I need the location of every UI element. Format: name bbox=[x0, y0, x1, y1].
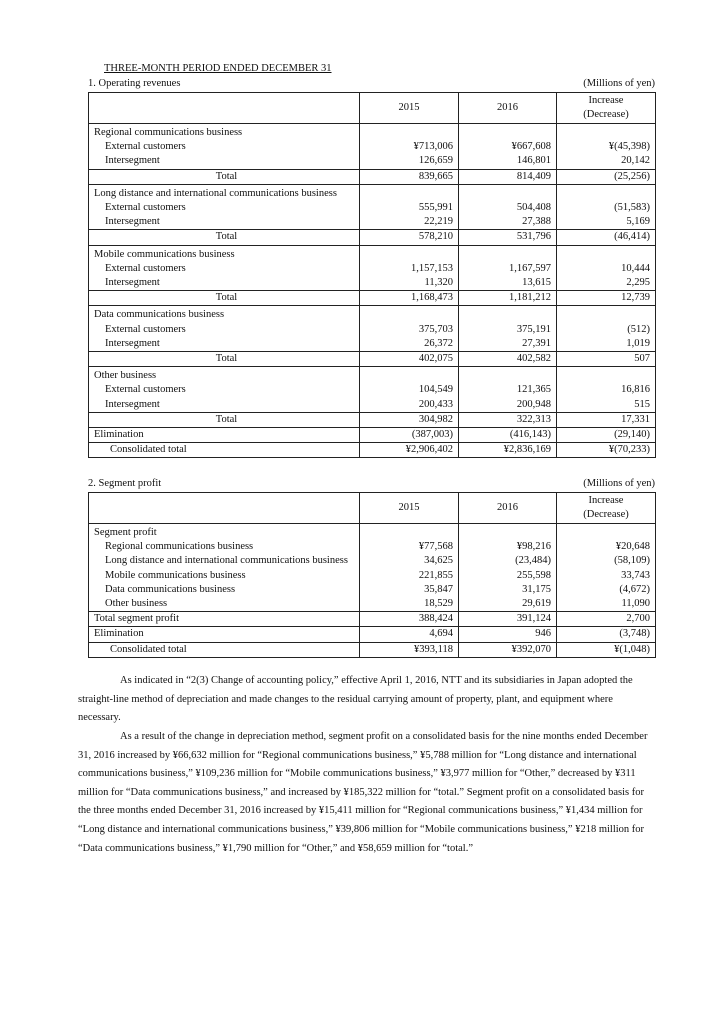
value-2015: ¥2,906,402 bbox=[360, 443, 459, 458]
value-change: (58,109) bbox=[557, 554, 656, 568]
group-heading: Mobile communications business bbox=[89, 245, 360, 262]
value-change: 2,295 bbox=[557, 276, 656, 291]
header-2016: 2016 bbox=[459, 493, 557, 524]
group-heading: Other business bbox=[89, 367, 360, 384]
empty-cell bbox=[557, 245, 656, 262]
value-change: 5,169 bbox=[557, 215, 656, 230]
value-2015: 22,219 bbox=[360, 215, 459, 230]
row-label: Total segment profit bbox=[89, 612, 360, 627]
value-2016: 255,598 bbox=[459, 569, 557, 583]
table-row bbox=[89, 583, 656, 597]
value-2016: 27,391 bbox=[459, 337, 557, 352]
value-2016: ¥2,836,169 bbox=[459, 443, 557, 458]
value-2015: ¥77,568 bbox=[360, 540, 459, 554]
row-label: External customers bbox=[89, 323, 360, 337]
row-label: Mobile communications business bbox=[89, 569, 360, 583]
group-heading: Segment profit bbox=[89, 524, 360, 541]
group-heading: Regional communications business bbox=[89, 124, 360, 141]
operating-revenues-unit: (Millions of yen) bbox=[583, 78, 655, 89]
row-label: Consolidated total bbox=[89, 443, 360, 458]
row-label: Total bbox=[89, 352, 360, 367]
value-change: 33,743 bbox=[557, 569, 656, 583]
value-change: ¥20,648 bbox=[557, 540, 656, 554]
value-2016: 322,313 bbox=[459, 412, 557, 427]
row-label: External customers bbox=[89, 140, 360, 154]
value-2015: 555,991 bbox=[360, 201, 459, 215]
header-blank bbox=[89, 93, 360, 124]
empty-cell bbox=[459, 184, 557, 201]
value-change: 11,090 bbox=[557, 597, 656, 612]
value-2015: 200,433 bbox=[360, 398, 459, 413]
elimination-row bbox=[89, 627, 656, 642]
value-2016: 504,408 bbox=[459, 201, 557, 215]
segment-profit-unit: (Millions of yen) bbox=[583, 478, 655, 489]
row-label: Intersegment bbox=[89, 337, 360, 352]
value-2016: (416,143) bbox=[459, 428, 557, 443]
note-text-1: As indicated in “2(3) Change of accounting policy,” effective April 1, 2016, NTT and its subsidiaries in Japan adopted the straight-line method of depreciation and made changes to the residual carrying amount of property, plant, and equipment where necessary. bbox=[78, 675, 633, 724]
header-change-label: Increase (Decrease) bbox=[583, 95, 629, 120]
table-row bbox=[89, 201, 656, 215]
total-row bbox=[89, 412, 656, 427]
total-row bbox=[89, 612, 656, 627]
value-2016: 121,365 bbox=[459, 383, 557, 397]
value-change: 1,019 bbox=[557, 337, 656, 352]
value-2016: 375,191 bbox=[459, 323, 557, 337]
group-heading-row bbox=[89, 367, 656, 384]
value-2015: 11,320 bbox=[360, 276, 459, 291]
note-paragraph-1 bbox=[78, 672, 656, 728]
value-change: (51,583) bbox=[557, 201, 656, 215]
note-text-2: As a result of the change in depreciation method, segment profit on a consolidated basis for the nine months ended December 31, 2016 increased by ¥66,632 million for “Regional communications business,” ¥5,788 million for “Long distance and international communications business,” ¥109,236 million for “Mobile communications business,” ¥3,977 million for “Other,” decreased by ¥311 million for “Data communications business,” and increased by ¥185,322 million for “total.” Segment profit on a consolidated basis for the three months ended December 31, 2016 increased by ¥15,411 million for “Regional communications business,” ¥1,434 million for “Long distance and international communications business,” ¥39,806 million for “Mobile communications business,” ¥218 million for “Data communications business,” ¥1,790 million for “Other,” and ¥58,659 million for “total.” bbox=[78, 731, 648, 854]
empty-cell bbox=[459, 367, 557, 384]
value-2015: ¥713,006 bbox=[360, 140, 459, 154]
value-2016: 27,388 bbox=[459, 215, 557, 230]
group-heading-row bbox=[89, 524, 656, 541]
value-2015: 126,659 bbox=[360, 154, 459, 169]
header-2015: 2015 bbox=[360, 493, 459, 524]
empty-cell bbox=[360, 306, 459, 323]
empty-cell bbox=[557, 306, 656, 323]
header-2016: 2016 bbox=[459, 93, 557, 124]
row-label: Total bbox=[89, 291, 360, 306]
empty-cell bbox=[557, 124, 656, 141]
value-2015: 221,855 bbox=[360, 569, 459, 583]
row-label: Elimination bbox=[89, 627, 360, 642]
table-row bbox=[89, 276, 656, 291]
row-label: Data communications business bbox=[89, 583, 360, 597]
row-label: Intersegment bbox=[89, 398, 360, 413]
table-row bbox=[89, 337, 656, 352]
group-heading-row bbox=[89, 124, 656, 141]
group-heading: Data communications business bbox=[89, 306, 360, 323]
operating-revenues-title: 1. Operating revenues bbox=[88, 78, 181, 89]
value-2015: (387,003) bbox=[360, 428, 459, 443]
table-row bbox=[89, 215, 656, 230]
total-row bbox=[89, 291, 656, 306]
value-2015: 402,075 bbox=[360, 352, 459, 367]
empty-cell bbox=[557, 367, 656, 384]
operating-revenues-table bbox=[88, 92, 656, 458]
row-label: External customers bbox=[89, 262, 360, 276]
empty-cell bbox=[459, 124, 557, 141]
row-label: Long distance and international communications business bbox=[89, 554, 360, 568]
row-label: Total bbox=[89, 169, 360, 184]
segment-profit-title: 2. Segment profit bbox=[88, 478, 162, 489]
value-change: 10,444 bbox=[557, 262, 656, 276]
value-2015: 1,168,473 bbox=[360, 291, 459, 306]
row-label: Other business bbox=[89, 597, 360, 612]
value-2016: (23,484) bbox=[459, 554, 557, 568]
group-heading-row bbox=[89, 184, 656, 201]
value-2016: ¥667,608 bbox=[459, 140, 557, 154]
group-heading-row bbox=[89, 245, 656, 262]
total-row bbox=[89, 169, 656, 184]
value-2016: 146,801 bbox=[459, 154, 557, 169]
value-2015: 26,372 bbox=[360, 337, 459, 352]
value-change: (3,748) bbox=[557, 627, 656, 642]
table-row bbox=[89, 540, 656, 554]
header-blank bbox=[89, 493, 360, 524]
value-2016: ¥392,070 bbox=[459, 642, 557, 657]
row-label: Elimination bbox=[89, 428, 360, 443]
value-2016: 402,582 bbox=[459, 352, 557, 367]
empty-cell bbox=[360, 124, 459, 141]
value-2015: 839,665 bbox=[360, 169, 459, 184]
empty-cell bbox=[360, 184, 459, 201]
value-change: (512) bbox=[557, 323, 656, 337]
row-label: External customers bbox=[89, 201, 360, 215]
value-2016: 1,181,212 bbox=[459, 291, 557, 306]
value-2015: 304,982 bbox=[360, 412, 459, 427]
value-2016: 31,175 bbox=[459, 583, 557, 597]
header-change-label: Increase (Decrease) bbox=[583, 495, 629, 520]
value-change: (46,414) bbox=[557, 230, 656, 245]
empty-cell bbox=[459, 524, 557, 541]
value-change: 515 bbox=[557, 398, 656, 413]
value-change: (29,140) bbox=[557, 428, 656, 443]
segment-profit-table bbox=[88, 492, 656, 658]
value-change: (25,256) bbox=[557, 169, 656, 184]
value-2015: ¥393,118 bbox=[360, 642, 459, 657]
empty-cell bbox=[360, 245, 459, 262]
value-change: 16,816 bbox=[557, 383, 656, 397]
value-change: ¥(70,233) bbox=[557, 443, 656, 458]
value-2016: 200,948 bbox=[459, 398, 557, 413]
note-paragraph-2 bbox=[78, 728, 656, 858]
value-2015: 35,847 bbox=[360, 583, 459, 597]
table-row bbox=[89, 262, 656, 276]
value-2016: 946 bbox=[459, 627, 557, 642]
group-heading-row bbox=[89, 306, 656, 323]
header-2015: 2015 bbox=[360, 93, 459, 124]
value-2016: 531,796 bbox=[459, 230, 557, 245]
table-row bbox=[89, 597, 656, 612]
value-2016: 391,124 bbox=[459, 612, 557, 627]
table-row bbox=[89, 569, 656, 583]
total-row bbox=[89, 352, 656, 367]
table-row bbox=[89, 323, 656, 337]
value-2016: 29,619 bbox=[459, 597, 557, 612]
table-row bbox=[89, 154, 656, 169]
value-2016: 814,409 bbox=[459, 169, 557, 184]
value-change: 2,700 bbox=[557, 612, 656, 627]
empty-cell bbox=[557, 524, 656, 541]
consolidated-row bbox=[89, 642, 656, 657]
value-change: 507 bbox=[557, 352, 656, 367]
value-2016: 1,167,597 bbox=[459, 262, 557, 276]
row-label: Consolidated total bbox=[89, 642, 360, 657]
row-label: Total bbox=[89, 230, 360, 245]
empty-cell bbox=[360, 524, 459, 541]
empty-cell bbox=[360, 367, 459, 384]
value-2015: 104,549 bbox=[360, 383, 459, 397]
consolidated-row bbox=[89, 443, 656, 458]
header-change bbox=[557, 493, 656, 524]
value-change: ¥(1,048) bbox=[557, 642, 656, 657]
empty-cell bbox=[557, 184, 656, 201]
group-heading: Long distance and international communications business bbox=[89, 184, 360, 201]
table-row bbox=[89, 398, 656, 413]
elimination-row bbox=[89, 428, 656, 443]
value-2015: 1,157,153 bbox=[360, 262, 459, 276]
value-change: ¥(45,398) bbox=[557, 140, 656, 154]
value-2015: 34,625 bbox=[360, 554, 459, 568]
row-label: Intersegment bbox=[89, 215, 360, 230]
empty-cell bbox=[459, 245, 557, 262]
total-row bbox=[89, 230, 656, 245]
table-row bbox=[89, 383, 656, 397]
value-2016: 13,615 bbox=[459, 276, 557, 291]
header-change bbox=[557, 93, 656, 124]
empty-cell bbox=[459, 306, 557, 323]
value-2015: 18,529 bbox=[360, 597, 459, 612]
period-heading: THREE-MONTH PERIOD ENDED DECEMBER 31 bbox=[104, 63, 332, 74]
value-2015: 4,694 bbox=[360, 627, 459, 642]
row-label: Intersegment bbox=[89, 154, 360, 169]
row-label: Regional communications business bbox=[89, 540, 360, 554]
value-2015: 578,210 bbox=[360, 230, 459, 245]
value-2016: ¥98,216 bbox=[459, 540, 557, 554]
value-change: 20,142 bbox=[557, 154, 656, 169]
row-label: Total bbox=[89, 412, 360, 427]
row-label: Intersegment bbox=[89, 276, 360, 291]
value-2015: 388,424 bbox=[360, 612, 459, 627]
value-change: 12,739 bbox=[557, 291, 656, 306]
value-change: (4,672) bbox=[557, 583, 656, 597]
table-row bbox=[89, 554, 656, 568]
table-row bbox=[89, 140, 656, 154]
value-2015: 375,703 bbox=[360, 323, 459, 337]
row-label: External customers bbox=[89, 383, 360, 397]
value-change: 17,331 bbox=[557, 412, 656, 427]
